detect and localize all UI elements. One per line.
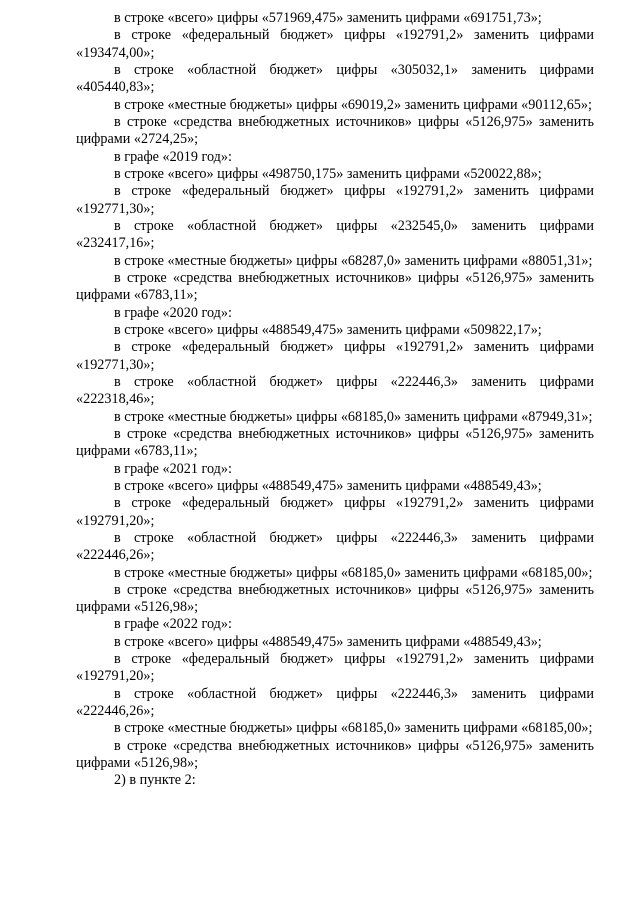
document-paragraph: в строке «местные бюджеты» цифры «69019,2» заменить цифрами «90112,65»; xyxy=(114,96,592,113)
document-paragraph: в строке «местные бюджеты» цифры «68287,0» заменить цифрами «88051,31»; xyxy=(114,252,593,269)
document-paragraph: в графе «2019 год»: xyxy=(114,148,232,165)
document-paragraph: в строке «местные бюджеты» цифры «68185,0» заменить цифрами «68185,00»; xyxy=(114,564,593,581)
document-paragraph: в строке «федеральный бюджет» цифры «192791,2» заменить цифрами «192771,30»; xyxy=(76,183,594,217)
document-paragraph: в строке «местные бюджеты» цифры «68185,0» заменить цифрами «68185,00»; xyxy=(114,720,593,737)
document-paragraph: 2) в пункте 2: xyxy=(114,772,196,789)
document-paragraph: в графе «2022 год»: xyxy=(114,616,232,633)
document-paragraph: в строке «средства внебюджетных источников» цифры «5126,975» заменить цифрами «2724,25»; xyxy=(76,113,594,148)
document-paragraph: в строке «федеральный бюджет» цифры «192791,2» заменить цифрами «192771,30»; xyxy=(76,339,594,373)
document-paragraph: в графе «2020 год»: xyxy=(114,304,232,321)
document-paragraph: в строке «областной бюджет» цифры «305032,1» заменить цифрами «405440,83»; xyxy=(76,61,594,96)
document-paragraph: в строке «всего» цифры «488549,475» заменить цифрами «488549,43»; xyxy=(114,477,542,494)
document-paragraph: в строке «средства внебюджетных источников» цифры «5126,975» заменить цифрами «6783,11»; xyxy=(76,269,594,304)
document-paragraph: в строке «средства внебюджетных источников» цифры «5126,975» заменить цифрами «5126,98»; xyxy=(76,737,594,772)
document-paragraph: в строке «средства внебюджетных источников» цифры «5126,975» заменить цифрами «5126,98»; xyxy=(76,581,594,616)
document-paragraph: в строке «областной бюджет» цифры «232545,0» заменить цифрами «232417,16»; xyxy=(76,217,594,252)
document-paragraph: в строке «местные бюджеты» цифры «68185,0» заменить цифрами «87949,31»; xyxy=(114,408,593,425)
document-paragraph: в графе «2021 год»: xyxy=(114,460,232,477)
document-paragraph: в строке «федеральный бюджет» цифры «192791,2» заменить цифрами «193474,00»; xyxy=(76,27,594,61)
document-paragraph: в строке «областной бюджет» цифры «222446,3» заменить цифрами «222446,26»; xyxy=(76,529,594,564)
document-paragraph: в строке «всего» цифры «498750,175» заменить цифрами «520022,88»; xyxy=(114,165,542,182)
document-paragraph: в строке «всего» цифры «488549,475» заменить цифрами «509822,17»; xyxy=(114,321,542,338)
document-paragraph: в строке «федеральный бюджет» цифры «192791,2» заменить цифрами «192791,20»; xyxy=(76,495,594,529)
document-paragraph: в строке «областной бюджет» цифры «222446,3» заменить цифрами «222446,26»; xyxy=(76,685,594,720)
document-paragraph: в строке «всего» цифры «488549,475» заменить цифрами «488549,43»; xyxy=(114,633,542,650)
document-paragraph: в строке «средства внебюджетных источников» цифры «5126,975» заменить цифрами «6783,11»; xyxy=(76,425,594,460)
document-paragraph: в строке «областной бюджет» цифры «222446,3» заменить цифрами «222318,46»; xyxy=(76,373,594,408)
document-page xyxy=(76,10,594,790)
document-paragraph: в строке «федеральный бюджет» цифры «192791,2» заменить цифрами «192791,20»; xyxy=(76,651,594,685)
document-paragraph: в строке «всего» цифры «571969,475» заменить цифрами «691751,73»; xyxy=(114,10,542,26)
